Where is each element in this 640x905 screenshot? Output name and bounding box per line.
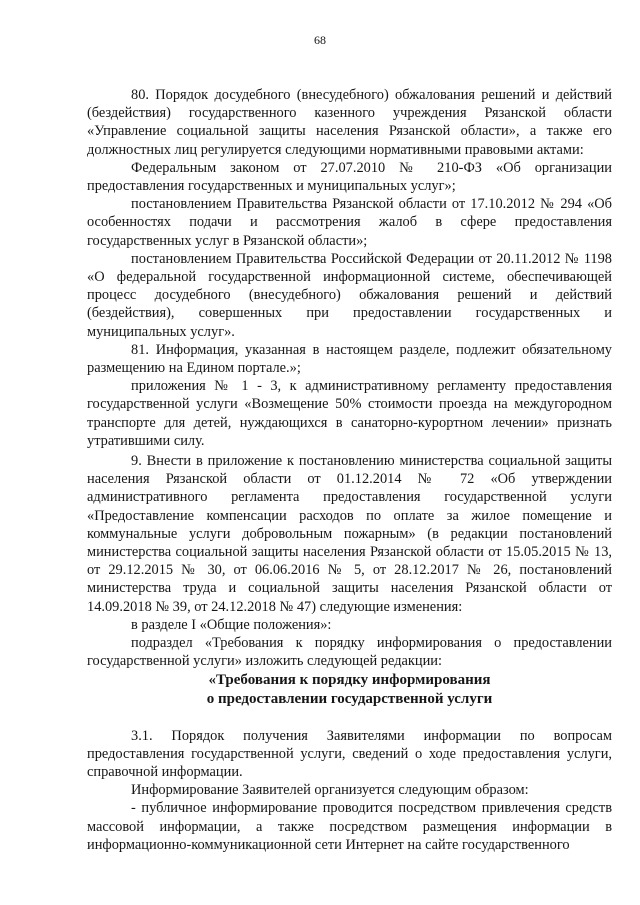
page-number: 68 [314,33,326,47]
document-body [87,86,612,854]
paragraph-subsection: подраздел «Требования к порядку информирования о предоставлении государственной услуги» изложить следующей редакции: [87,635,612,670]
paragraph-federal-law: Федеральным законом от 27.07.2010 № 210-ФЗ «Об организации предоставления государственных и муниципальных услуг»; [87,159,612,195]
paragraph-3-1: 3.1. Порядок получения Заявителями информации по вопросам предоставления государственной услуги, сведений о ходе предоставления услуги, справочной информации. [87,727,612,780]
paragraph-federal-resolution: постановлением Правительства Российской Федерации от 20.11.2012 № 1198 «О федеральной государственной информационной системе, обеспечивающей процесс досудебного (внесудебного) обжалования решений и действий (бездействия), совершенных при предоставлении государственных и муниципальных услуг». [87,250,612,340]
paragraph-9: 9. Внести в приложение к постановлению министерства социальной защиты населения Рязанской области от 01.12.2014 № 72 «Об утверждении административного регламента предоставления государственной услуги «Предоставление компенсации расходов по оплате за жилое помещение и коммунальные услуги добровольным пожарным» (в редакции постановлений министерства социальной защиты населения Рязанской области от 15.05.2015 № 13, от 29.12.2015 № 30, от 06.06.2016 № 5, от 28.12.2017 № 26, постановлений министерства труда и социальной защиты населения Рязанской области от 14.09.2018 № 39, от 24.12.2018 № 47) следующие изменения: [87,453,612,615]
paragraph-80: 80. Порядок досудебного (внесудебного) обжалования решений и действий (бездействия) государственного казенного учреждения Рязанской области «Управление социальной защиты населения Рязанской области», а также его должностных лиц регулируется следующими нормативными правовыми актами: [87,87,612,158]
paragraph-81: 81. Информация, указанная в настоящем разделе, подлежит обязательному размещению на Едином портале.»; [87,341,612,377]
paragraph-informing: Информирование Заявителей организуется следующим образом: [131,782,529,799]
paragraph-annexes: приложения № 1 - 3, к административному регламенту предоставления государственной услуги «Возмещение 50% стоимости проезда на междугородном транспорте для детей, нуждающихся в санаторно-курортном лечении» признать утратившими силу. [87,378,612,449]
paragraph-public-informing: - публичное информирование проводится посредством привлечения средств массовой информации, а также посредством размещения информации в информационно-коммуникационной сети Интернет на сайте государственного [87,800,612,853]
section-heading-line-2: о предоставлении государственной услуги [206,690,493,707]
section-heading-line-1: «Требования к порядку информирования [208,671,491,688]
paragraph-section-1: в разделе I «Общие положения»: [131,616,332,633]
paragraph-regional-resolution: постановлением Правительства Рязанской области от 17.10.2012 № 294 «Об особенностях подачи и рассмотрения жалоб в сфере предоставления государственных услуг в Рязанской области»; [87,196,612,249]
